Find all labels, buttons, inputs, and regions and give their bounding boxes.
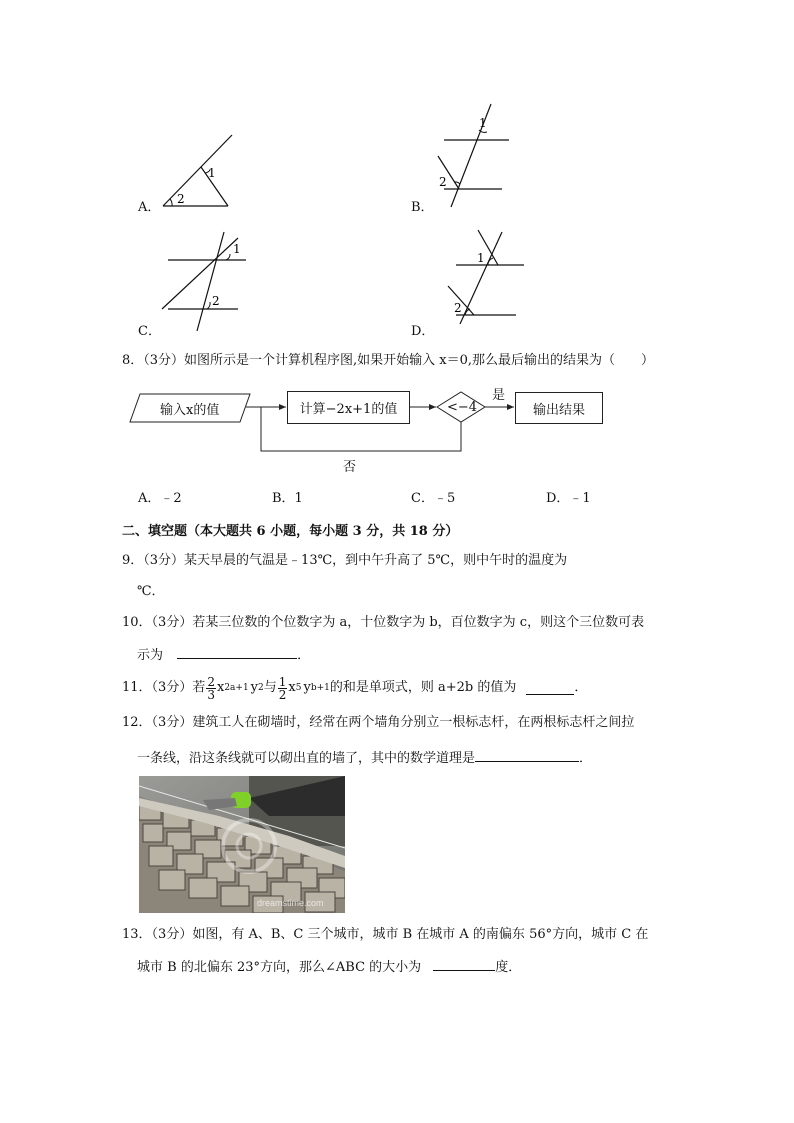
option-c-label[interactable]: C． (138, 324, 161, 339)
q11-suffix: 的和是单项式，则 a+2b 的值为 (329, 680, 517, 695)
option-d-label[interactable]: D． (411, 324, 435, 339)
flow-compute-box (287, 391, 410, 424)
q8-option-b[interactable]: B．1 (272, 491, 303, 506)
angle-2-label: 2 (212, 294, 220, 308)
q11-fraction-2: $\frac{1}{2}$ (278, 674, 287, 702)
flow-compute-label: 计算−2x+1的值 (299, 402, 398, 417)
q11-answer-blank[interactable] (526, 682, 574, 695)
q11-prefix: 11．（3分）若 (122, 680, 206, 695)
q11-end: ． (574, 680, 588, 695)
q11-exp1: 2a+1 (224, 683, 249, 693)
angle-1-label: 1 (233, 242, 241, 256)
question-13-line2 (137, 958, 521, 977)
angle-1-label: 1 (479, 116, 487, 130)
q11-y1: y (250, 680, 259, 695)
q11-exp2b: b+1 (310, 683, 330, 693)
option-b-figure (430, 100, 520, 210)
flow-yes-label: 是 (492, 388, 506, 403)
q8-option-c[interactable]: C．﹣5 (411, 491, 456, 506)
q11-exp2: 5 (295, 683, 302, 693)
q13-prefix: 城市 B 的北偏东 23°方向，那么∠ABC 的大小为 (137, 960, 422, 975)
q11-x1: x (216, 680, 225, 695)
question-12-line2 (137, 749, 592, 768)
question-9-line1: 9．（3分）某天早晨的气温是﹣13℃，到中午升高了 5℃，则中午时的温度为 (122, 553, 568, 568)
question-10-line2 (137, 646, 310, 665)
q11-fraction-1: $\frac{2}{3}$ (207, 674, 215, 702)
photo-watermark: dreamstime.com (257, 898, 324, 908)
question-9-line2: ℃． (137, 584, 165, 599)
angle-1-label: 1 (477, 251, 485, 265)
question-10-line1: 10．（3分）若某三位数的个位数字为 a，十位数字为 b，百位数字为 c，则这个三位数可表 (122, 615, 645, 630)
q12-line2-text: 一条线，沿这条线就可以砌出直的墙了，其中的数学道理是 (137, 751, 476, 766)
q8-option-d[interactable]: D．﹣1 (546, 491, 591, 506)
q11-mid: 与 (263, 680, 277, 695)
option-c-figure (150, 228, 260, 333)
flow-input-label: 输入x的值 (160, 403, 220, 418)
q12-answer-blank[interactable] (475, 749, 579, 762)
angle-2-label: 2 (177, 192, 185, 206)
question-11 (122, 674, 587, 702)
q12-end: ． (579, 751, 593, 766)
angle-1-label: 1 (208, 166, 216, 180)
q13-suffix: 度． (495, 960, 522, 975)
angle-2-label: 2 (439, 175, 447, 189)
q11-exp1b: 2 (258, 683, 264, 693)
q13-answer-blank[interactable] (433, 958, 495, 971)
question-13-line1: 13．（3分）如图，有 A、B、C 三个城市，城市 B 在城市 A 的南偏东 56°方向，城市 C 在 (122, 927, 649, 942)
section-2-title: 二、填空题（本大题共 6 小题，每小题 3 分，共 18 分） (122, 524, 459, 539)
q10-suffix: ． (297, 648, 311, 663)
flow-no-label: 否 (343, 460, 357, 475)
option-d-figure (440, 226, 530, 326)
q11-x2: x (288, 680, 296, 695)
option-a-label[interactable]: A． (138, 200, 161, 215)
flow-output-box (515, 392, 603, 424)
q10-prefix: 示为 (137, 648, 164, 663)
question-8-stem: 8．（3分）如图所示是一个计算机程序图,如果开始输入 x＝0,那么最后输出的结果为（ ） (122, 353, 655, 368)
angle-2-label: 2 (454, 301, 462, 315)
q10-answer-blank[interactable] (177, 646, 297, 659)
option-b-label[interactable]: B． (411, 200, 434, 215)
q8-option-a[interactable]: A．﹣2 (138, 491, 182, 506)
flow-condition-label: <−4 (447, 400, 478, 415)
q11-y2: y (303, 680, 311, 695)
question-12-line1: 12．（3分）建筑工人在砌墙时，经常在两个墙角分别立一根标志杆，在两根标志杆之间拉 (122, 715, 635, 730)
flow-output-label: 输出结果 (532, 402, 585, 418)
bricklaying-photo (139, 776, 345, 913)
